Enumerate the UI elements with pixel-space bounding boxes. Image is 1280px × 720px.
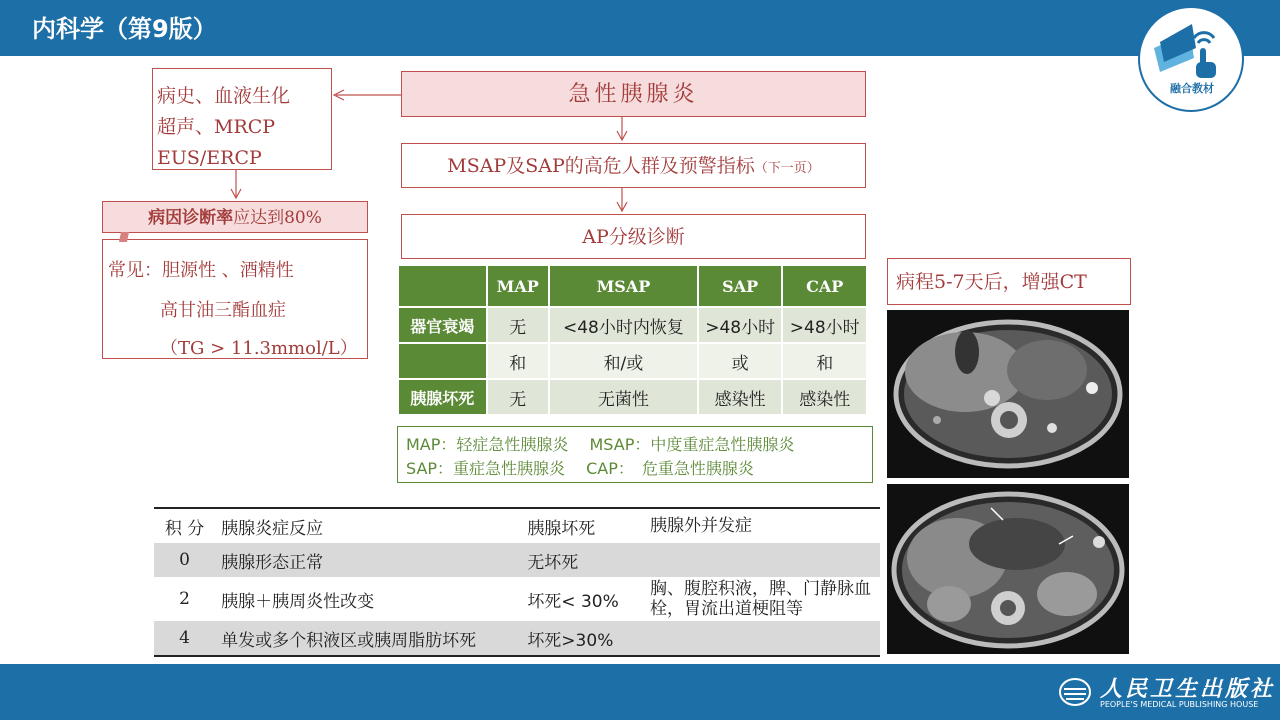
table-cell [644,621,880,656]
table-cell: 胸、腹腔积液，脾、门静脉血栓，胃流出道梗阻等 [649,579,871,619]
msap-text: MSAP及SAP的高危人群及预警指标 [447,155,755,177]
ct-severity-score-table [154,507,880,657]
history-line-3: EUS/ERCP [157,147,262,169]
publisher-emblem-icon [1058,677,1092,707]
publisher-name: 人民卫生出版社 [1100,676,1276,702]
row-label: 胰腺坏死 [399,380,486,414]
abbreviation-legend [397,426,873,483]
table-cell: 无坏死 [521,543,644,577]
severity-classification-table [397,264,868,416]
table-header-cell: 胰腺坏死 [527,518,596,539]
history-line-1: 病史、血液生化 [157,85,291,107]
history-line-2: 超声、MRCP [157,116,276,138]
msap-note: （下一页） [754,161,820,176]
table-row [154,543,880,577]
etiology-rate-box [102,201,368,233]
table-cell: 坏死>30% [521,621,644,656]
table-header-cell [399,266,486,306]
rate-bold-text: 病因诊断率 [148,208,234,228]
table-cell: <48小时内恢复 [550,308,697,342]
legend-line-2: SAP：重症急性胰腺炎 CAP： 危重急性胰腺炎 [406,459,754,478]
table-cell [644,543,880,577]
ct-caption: 病程5-7天后，增强CT [887,258,1131,305]
table-cell: 2 [179,589,190,609]
logo-caption: 融合教材 [1170,82,1214,95]
publisher-english-name: PEOPLE'S MEDICAL PUBLISHING HOUSE [1100,700,1259,709]
table-cell: 无菌性 [550,380,697,414]
table-header-cell: 胰腺外并发症 [649,516,752,536]
msap-sap-risk-box [401,143,866,188]
table-row [154,621,880,656]
table-cell: >48小时 [783,308,866,342]
table-cell: 和 [783,344,866,378]
common-line-3: （TG > 11.3mmol/L） [160,338,358,359]
row-label: 器官衰竭 [399,308,486,342]
ap-grading-box: AP分级诊断 [401,214,866,259]
table-cell: 单发或多个积液区或胰周脂肪坏死 [215,621,521,656]
textbook-logo [1138,6,1244,112]
row-label [399,344,486,378]
table-cell: 4 [154,621,215,656]
common-line-1: 常见：胆源性 、酒精性 [108,260,294,281]
history-tests-box [152,68,332,170]
rate-rest-text: 应达到80% [233,208,322,228]
table-header-cell: 胰腺炎症反应 [221,518,324,539]
ct-scan-image-2 [887,484,1129,654]
page-title: 内科学（第9版） [32,15,217,43]
table-header-cell: SAP [699,266,782,306]
table-header-cell: MSAP [550,266,697,306]
table-cell: 和 [488,344,548,378]
common-line-2: 高甘油三酯血症 [160,300,286,321]
table-row [399,344,866,378]
table-cell: 无 [488,308,548,342]
ct-scan-image-1 [887,310,1129,478]
table-cell: 0 [154,543,215,577]
table-header-cell: 积 分 [164,518,205,539]
acute-pancreatitis-box: 急性胰腺炎 [401,71,866,117]
table-cell: >48小时 [699,308,782,342]
table-header-row [399,266,866,306]
table-cell: 感染性 [783,380,866,414]
legend-line-1: MAP：轻症急性胰腺炎 MSAP：中度重症急性胰腺炎 [406,435,795,454]
table-header-cell: MAP [488,266,548,306]
table-row [399,308,866,342]
table-cell: 和/或 [550,344,697,378]
table-cell: 胰腺＋胰周炎性改变 [221,591,375,612]
table-row [399,380,866,414]
common-causes-box [102,239,368,359]
table-cell: 胰腺形态正常 [215,543,521,577]
table-row [154,577,880,621]
table-cell: 感染性 [699,380,782,414]
table-header-row [154,508,880,543]
table-cell: 坏死< 30% [527,591,619,612]
table-cell: 无 [488,380,548,414]
table-cell: 或 [699,344,782,378]
table-header-cell: CAP [783,266,866,306]
